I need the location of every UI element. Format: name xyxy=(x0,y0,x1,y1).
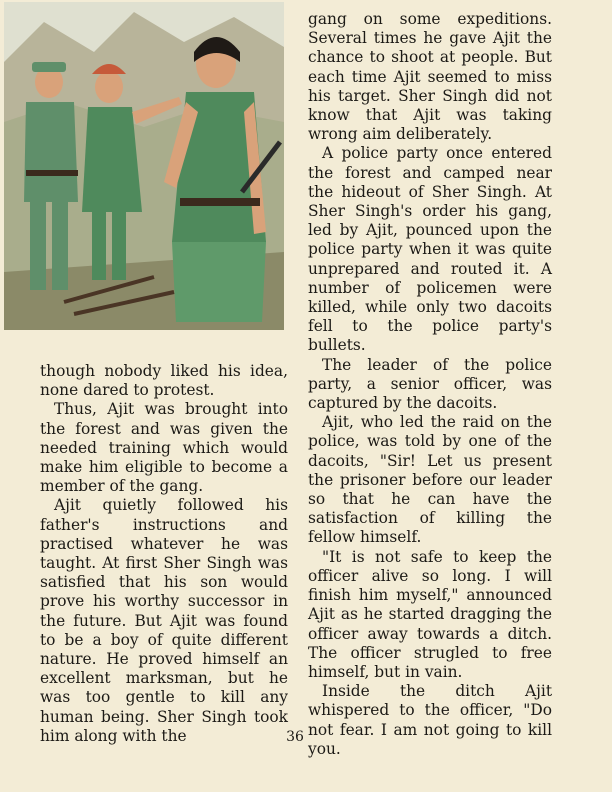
paragraph: Ajit quietly followed his father's instructions and practised whatever he was taught. At first Sher Singh was satisfied that his son would prove his worthy successor in the future. But Ajit was found to be a boy of quite different nature. He proved himself an excellent marksman, but he was too gentle to kill any human being. Sher Singh took him along with the xyxy=(40,496,288,745)
paragraph: though nobody liked his idea, none dared to protest. xyxy=(40,362,288,400)
paragraph: The leader of the police party, a senior officer, was captured by the dacoits. xyxy=(308,355,552,413)
story-illustration xyxy=(4,2,284,330)
page-number: 36 xyxy=(286,729,304,745)
comic-illustration-icon xyxy=(4,2,284,330)
paragraph: Inside the ditch Ajit whispered to the officer, "Do not fear. I am not going to kill you. xyxy=(308,682,552,758)
paragraph: A police party once entered the forest and camped near the hideout of Sher Singh. At Sher Singh's order his gang, led by Ajit, pounced upon the police party when it was quite unprepared and routed it. A number of policemen were killed, while only two dacoits fell to the police party's bullets. xyxy=(308,144,552,355)
paragraph: gang on some expeditions. Several times he gave Ajit the chance to shoot at people. But each time Ajit seemed to miss his target. Sher Singh did not know that Ajit was taking wrong aim deliberately. xyxy=(308,10,552,144)
paragraph: "It is not safe to keep the officer alive so long. I will finish him myself," announced Ajit as he started dragging the officer away towards a ditch. The officer strugled to free himself, but in vain. xyxy=(308,547,552,681)
paragraph: Thus, Ajit was brought into the forest and was given the needed training which would make him eligible to become a member of the gang. xyxy=(40,400,288,496)
right-text-column xyxy=(308,10,552,759)
paragraph: Ajit, who led the raid on the police, was told by one of the dacoits, "Sir! Let us present the prisoner before our leader so that he can have the satisfaction of killing the fellow himself. xyxy=(308,413,552,547)
left-text-column xyxy=(40,362,288,746)
